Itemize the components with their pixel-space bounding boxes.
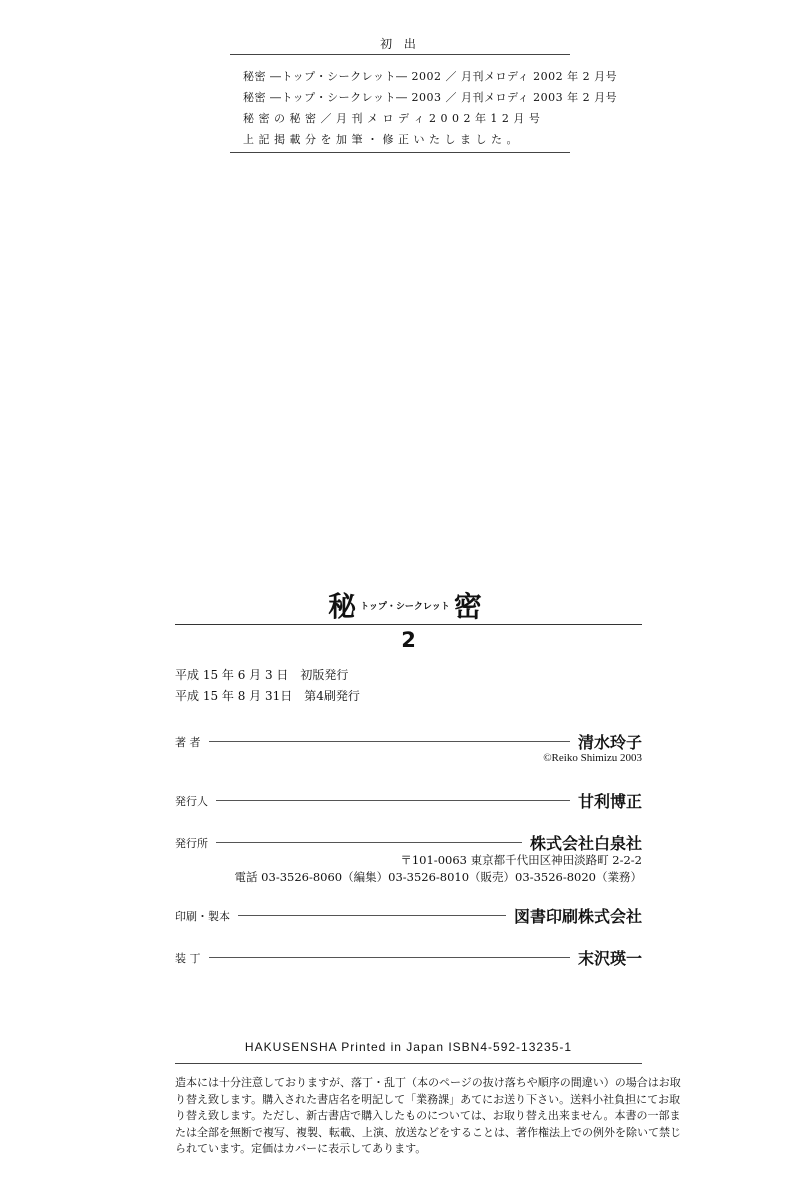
publisher-phones: 電話 03-3526-8060（編集）03-3526-8010（販売）03-3526-8020（業務）: [234, 870, 642, 884]
first-publication-line: 秘 密 の 秘 密 ／ 月 刊 メ ロ デ ィ 2 0 0 2 年 1 2 月 号: [243, 112, 541, 125]
copyright-notice: ©Reiko Shimizu 2003: [543, 752, 642, 764]
leader-line: [209, 741, 570, 742]
first-publication-title: 初 出: [380, 37, 420, 51]
leader-line: [216, 842, 522, 843]
isbn-line: HAKUSENSHA Printed in Japan ISBN4-592-13235-1: [244, 1040, 573, 1054]
leader-line: [209, 957, 570, 958]
divider: [175, 1063, 642, 1064]
author-row: [175, 730, 642, 753]
book-title: [240, 585, 570, 625]
first-publication-line: 上 記 掲 載 分 を 加 筆 ・ 修 正 い た し ま し た 。: [243, 133, 518, 146]
author-name: 清水玲子: [577, 733, 642, 752]
issuer-label: 発行人: [175, 794, 208, 808]
leader-line: [216, 800, 570, 801]
title-divider: [175, 624, 642, 625]
leader-line: [238, 915, 506, 916]
notice-text: [175, 1075, 681, 1158]
publisher-row: [175, 831, 642, 854]
title-subtitle: トップ・シークレット: [360, 601, 450, 612]
notice-line: 造本には十分注意しておりますが、落丁・乱丁（本のページの抜け落ちや順序の間違い）の場合はお取: [175, 1076, 681, 1089]
author-label: 著 者: [175, 735, 201, 749]
first-publication-line: 秘密 ―トップ・シークレット― 2002 ／ 月刊メロディ 2002 年 2 月号: [243, 70, 618, 83]
designer-name: 末沢瑛一: [577, 949, 642, 968]
publisher-label: 発行所: [175, 836, 208, 850]
divider: [230, 152, 570, 153]
first-publication-list: [243, 66, 617, 150]
edition-history: [175, 665, 360, 707]
designer-row: [175, 946, 642, 969]
edition-line: 平成 15 年 6 月 3 日 初版発行: [175, 668, 349, 682]
notice-line: たは全部を無断で複写、複製、転載、上演、放送などをすることは、著作権法上での例外を除いて禁じ: [175, 1125, 681, 1139]
edition-line: 平成 15 年 8 月 31日 第4刷発行: [175, 689, 360, 703]
notice-line: り替え致します。購入された書店名を明記して「業務課」あてにお送り下さい。送料小社負担にてお取: [175, 1092, 681, 1106]
notice-line: り替え致します。ただし、新古書店で購入したものについては、お取り替え出来ません。本書の一部ま: [175, 1109, 681, 1122]
designer-label: 装 丁: [175, 951, 201, 965]
printer-name: 図書印刷株式会社: [513, 907, 642, 926]
printer-label: 印刷・製本: [175, 909, 230, 923]
printer-row: [175, 904, 642, 927]
publisher-name: 株式会社白泉社: [529, 834, 642, 853]
volume-number: 2: [401, 628, 416, 652]
title-char-2: 密: [453, 590, 482, 623]
notice-line: られています。定価はカバーに表示してあります。: [175, 1142, 427, 1155]
title-char-1: 秘: [328, 590, 357, 623]
divider: [230, 54, 570, 55]
publisher-address: 〒101-0063 東京都千代田区神田淡路町 2-2-2: [400, 853, 642, 867]
issuer-name: 甘利博正: [577, 792, 642, 811]
issuer-row: [175, 789, 642, 812]
first-publication-line: 秘密 ―トップ・シークレット― 2003 ／ 月刊メロディ 2003 年 2 月号: [243, 91, 618, 104]
